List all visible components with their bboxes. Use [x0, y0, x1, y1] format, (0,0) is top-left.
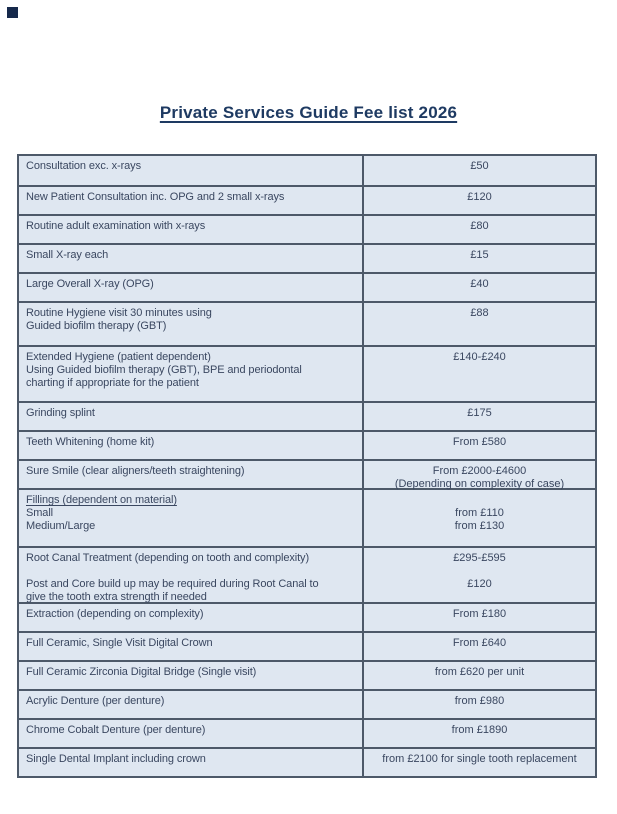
fee-line: £295-£595	[453, 552, 506, 564]
service-line: Routine adult examination with x-rays	[26, 220, 206, 232]
table-row	[19, 430, 595, 459]
table-row	[19, 689, 595, 718]
fee-cell	[362, 274, 595, 301]
service-line: charting if appropriate for the patient	[26, 377, 199, 389]
fee-cell	[362, 461, 595, 488]
fee-cell	[362, 490, 595, 546]
fee-cell	[362, 604, 595, 631]
service-cell	[19, 403, 362, 430]
fee-cell	[362, 303, 595, 345]
service-line: Post and Core build up may be required during Root Canal to	[26, 578, 319, 590]
service-cell	[19, 662, 362, 689]
fee-line: £15	[470, 249, 489, 261]
fee-line	[368, 494, 591, 507]
fee-line: from £2100 for single tooth replacement	[382, 753, 577, 765]
service-cell	[19, 187, 362, 214]
fee-cell	[362, 187, 595, 214]
service-cell	[19, 720, 362, 747]
service-cell	[19, 216, 362, 243]
table-row	[19, 602, 595, 631]
service-cell	[19, 749, 362, 776]
service-line: Extended Hygiene (patient dependent)	[26, 351, 211, 363]
service-cell	[19, 303, 362, 345]
service-line: give the tooth extra strength if needed	[26, 591, 207, 603]
service-cell	[19, 633, 362, 660]
table-row	[19, 660, 595, 689]
service-line	[26, 565, 356, 578]
service-line: Chrome Cobalt Denture (per denture)	[26, 724, 206, 736]
fee-cell	[362, 347, 595, 401]
service-line: Large Overall X-ray (OPG)	[26, 278, 154, 290]
table-row	[19, 214, 595, 243]
fee-cell	[362, 403, 595, 430]
table-row	[19, 345, 595, 401]
service-line: Small X-ray each	[26, 249, 109, 261]
fee-line: £80	[470, 220, 489, 232]
service-line: Guided biofilm therapy (GBT)	[26, 320, 167, 332]
table-row	[19, 718, 595, 747]
corner-marker	[7, 7, 18, 18]
fee-cell	[362, 749, 595, 776]
service-cell	[19, 691, 362, 718]
service-cell	[19, 156, 362, 185]
fee-line: From £180	[452, 608, 507, 620]
service-cell	[19, 461, 362, 488]
service-line: Full Ceramic, Single Visit Digital Crown	[26, 637, 213, 649]
table-row	[19, 747, 595, 776]
fee-cell	[362, 548, 595, 602]
service-line: Extraction (depending on complexity)	[26, 608, 204, 620]
service-line: New Patient Consultation inc. OPG and 2 small x-rays	[26, 191, 285, 203]
fee-line: (Depending on complexity of case)	[394, 478, 565, 490]
fee-table	[17, 154, 597, 778]
fee-line: From £580	[452, 436, 507, 448]
service-cell	[19, 604, 362, 631]
table-row	[19, 488, 595, 546]
fee-line: £88	[470, 307, 489, 319]
service-line: Sure Smile (clear aligners/teeth straightening)	[26, 465, 245, 477]
service-line: Teeth Whitening (home kit)	[26, 436, 155, 448]
service-line: Routine Hygiene visit 30 minutes using	[26, 307, 212, 319]
service-cell	[19, 245, 362, 272]
table-row	[19, 243, 595, 272]
table-row	[19, 185, 595, 214]
table-row	[19, 156, 595, 185]
fee-line: from £620 per unit	[434, 666, 525, 678]
fee-cell	[362, 432, 595, 459]
service-line: Acrylic Denture (per denture)	[26, 695, 165, 707]
fee-line: from £110	[455, 507, 504, 519]
table-row	[19, 459, 595, 488]
fee-line: From £2000-£4600	[432, 465, 527, 477]
service-line: Grinding splint	[26, 407, 95, 419]
fee-line: £40	[470, 278, 489, 290]
fee-cell	[362, 156, 595, 185]
fee-line: £175	[467, 407, 492, 419]
fee-line: £50	[470, 160, 489, 172]
fee-line: £140-£240	[453, 351, 506, 363]
fee-cell	[362, 691, 595, 718]
service-line: Fillings (dependent on material)	[26, 494, 177, 506]
fee-cell	[362, 720, 595, 747]
fee-cell	[362, 633, 595, 660]
fee-line: from £980	[454, 695, 505, 707]
fee-line: £120	[467, 191, 492, 203]
service-cell	[19, 490, 362, 546]
service-cell	[19, 347, 362, 401]
service-line: Medium/Large	[26, 520, 96, 532]
service-line: Root Canal Treatment (depending on tooth and complexity)	[26, 552, 310, 564]
table-row	[19, 301, 595, 345]
table-row	[19, 631, 595, 660]
fee-cell	[362, 245, 595, 272]
table-row	[19, 546, 595, 602]
fee-line: from £130	[454, 520, 505, 532]
service-line: Single Dental Implant including crown	[26, 753, 206, 765]
service-cell	[19, 548, 362, 602]
fee-line: £120	[467, 578, 492, 590]
service-cell	[19, 274, 362, 301]
fee-line	[368, 565, 591, 578]
fee-line: from £1890	[451, 724, 508, 736]
fee-cell	[362, 662, 595, 689]
fee-line: From £640	[452, 637, 507, 649]
service-line: Full Ceramic Zirconia Digital Bridge (Single visit)	[26, 666, 257, 678]
page-title: Private Services Guide Fee list 2026	[159, 103, 458, 122]
fee-cell	[362, 216, 595, 243]
service-line: Using Guided biofilm therapy (GBT), BPE and periodontal	[26, 364, 302, 376]
table-row	[19, 272, 595, 301]
service-line: Consultation exc. x-rays	[26, 160, 141, 172]
table-row	[19, 401, 595, 430]
service-cell	[19, 432, 362, 459]
service-line: Small	[26, 507, 54, 519]
